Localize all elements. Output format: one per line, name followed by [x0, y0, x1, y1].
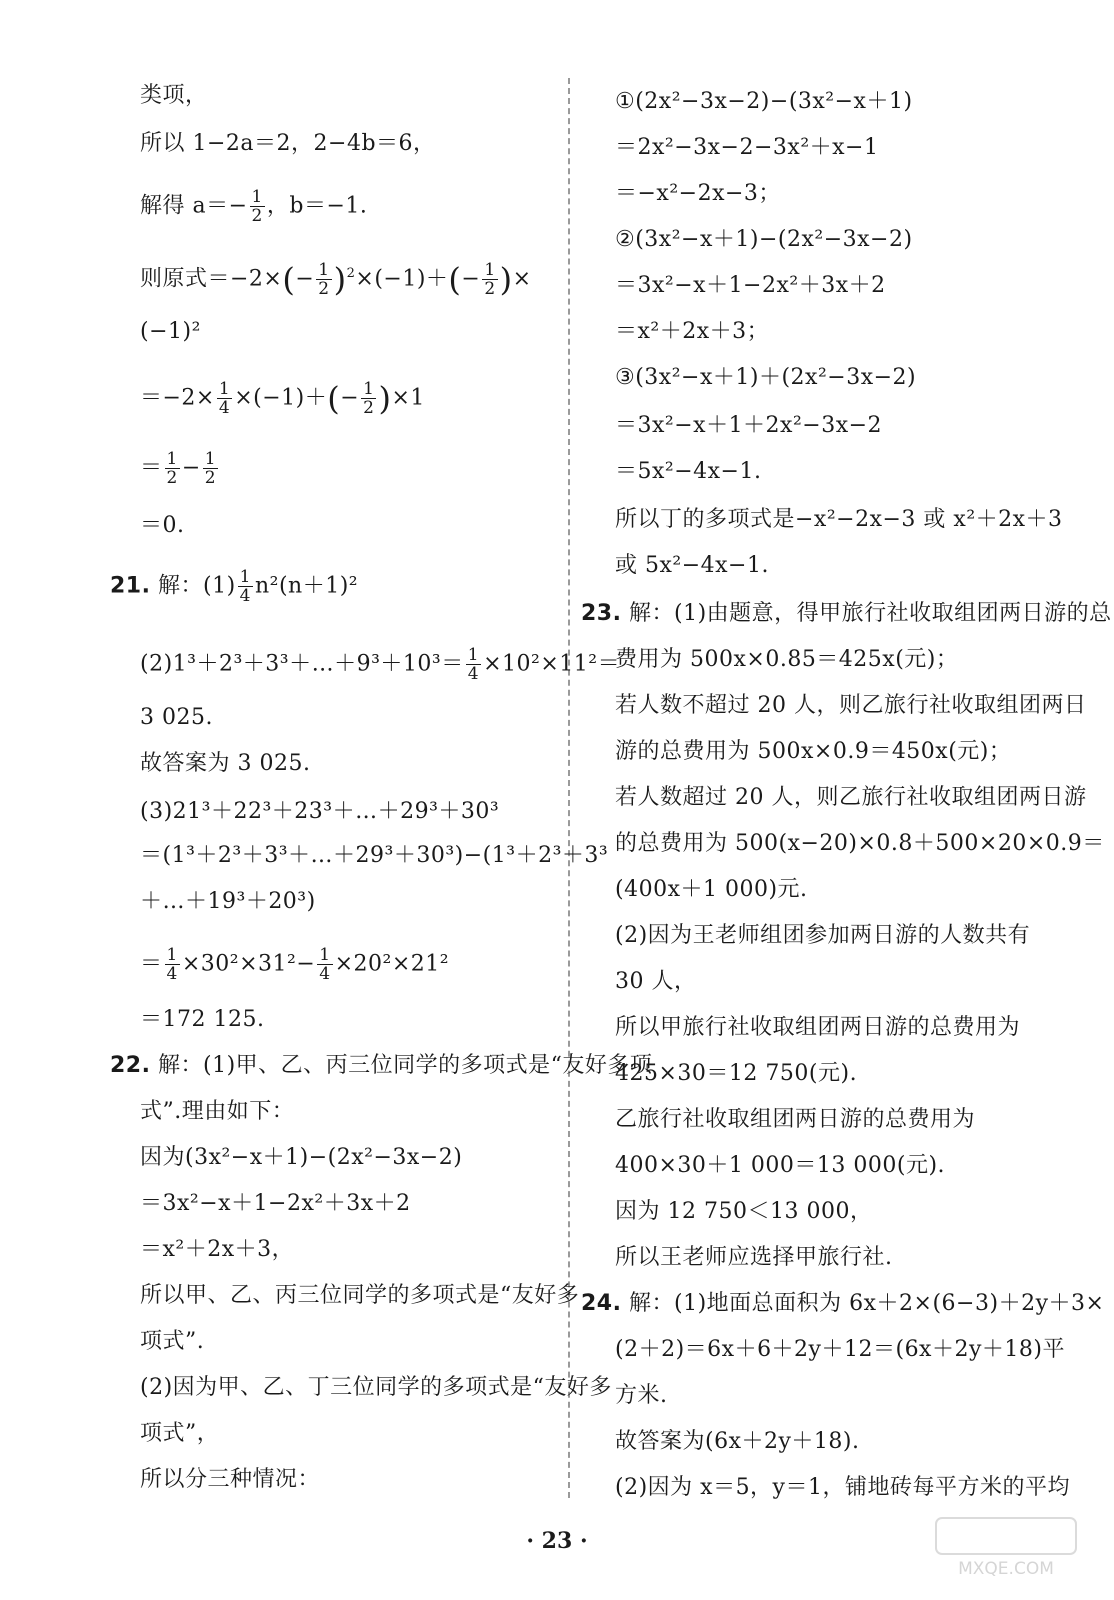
question-21-line: 21. 解：(1) $\frac{1}{4}$ n²(n＋1)² [110, 567, 359, 606]
fraction: $\frac{1}{4}$ [218, 379, 231, 418]
text-line: 所以王老师应选择甲旅行社. [615, 1245, 893, 1270]
text-line: 30 人， [615, 969, 697, 994]
text-line: ＝5x²−4x−1. [615, 459, 762, 484]
text-line: ＝3x²−x＋1＋2x²−3x−2 [615, 413, 883, 438]
text-line: ＝x²＋2x＋3； [615, 319, 770, 344]
text-line: 式”.理由如下： [140, 1099, 295, 1124]
question-22-line: 22. 解：(1)甲、乙、丙三位同学的多项式是“友好多项 [110, 1053, 653, 1078]
text-line: 费用为 500x×0.85＝425x(元)； [615, 647, 959, 672]
question-23-line: 23. 解：(1)由题意，得甲旅行社收取组团两日游的总 [581, 601, 1112, 626]
text-line: 游的总费用为 500x×0.9＝450x(元)； [615, 739, 1012, 764]
text-line: ＝(1³＋2³＋3³＋…＋29³＋30³)−(1³＋2³＋3³ [140, 843, 609, 868]
fraction: $\frac{1}{4}$ [166, 945, 178, 984]
text-line: 项式”. [140, 1329, 205, 1354]
equation-line: 解得 a＝− $\frac{1}{2}$ ，b＝−1. [140, 187, 368, 226]
text-line: ②(3x²−x＋1)−(2x²−3x−2) [615, 227, 913, 252]
text-line: ＝3x²−x＋1−2x²＋3x＋2 [140, 1191, 411, 1216]
fraction: $\frac{1}{2}$ [251, 187, 263, 226]
fraction: $\frac{1}{2}$ [204, 449, 217, 488]
fraction: $\frac{1}{2}$ [166, 449, 178, 488]
text-line: 的总费用为 500(x−20)×0.8＋500×20×0.9＝ [615, 831, 1105, 856]
equation-line: (2)1³＋2³＋3³＋…＋9³＋10³＝ $\frac{1}{4}$ ×10²×11²＝ [140, 645, 621, 684]
text-line: (−1)² [140, 319, 201, 344]
text-line: (3)21³＋22³＋23³＋…＋29³＋30³ [140, 799, 500, 824]
fraction: $\frac{1}{4}$ [239, 567, 251, 606]
text-line: 400×30＋1 000＝13 000(元). [615, 1153, 946, 1178]
text-line: ＝0. [140, 513, 185, 538]
text-line: (2)因为 x＝5，y＝1，铺地砖每平方米的平均 [615, 1475, 1070, 1500]
fraction: $\frac{1}{2}$ [363, 379, 375, 418]
fraction: $\frac{1}{2}$ [484, 259, 496, 299]
equation-line: 则原式＝−2×(− $\frac{1}{2}$ )$^2$×(−1)＋(− $\frac{1}{2}$ )× [140, 259, 532, 299]
text-line: ＝x²＋2x＋3， [140, 1237, 295, 1262]
watermark-text: MXQE.COM [958, 1559, 1054, 1579]
text-line: ＋…＋19³＋20³) [140, 889, 316, 914]
text-line: 或 5x²−4x−1. [615, 553, 769, 578]
text-line: ＝3x²−x＋1−2x²＋3x＋2 [615, 273, 886, 298]
question-24-line: 24. 解：(1)地面总面积为 6x＋2×(6−3)＋2y＋3× [581, 1291, 1105, 1316]
text-line: (400x＋1 000)元. [615, 877, 808, 902]
text-line: ③(3x²−x＋1)＋(2x²−3x−2) [615, 365, 917, 390]
text-line: 因为 12 750＜13 000， [615, 1199, 873, 1224]
equation-line: ＝−2× $\frac{1}{4}$ ×(−1)＋(− $\frac{1}{2}$ )×1 [140, 379, 425, 418]
text-line: ＝−x²−2x−3； [615, 181, 781, 206]
text-line: 所以分三种情况： [140, 1467, 321, 1492]
text-line: 故答案为(6x＋2y＋18). [615, 1429, 860, 1454]
text-line: 所以丁的多项式是−x²−2x−3 或 x²＋2x＋3 [615, 507, 1063, 532]
fraction: $\frac{1}{2}$ [318, 259, 330, 299]
fraction: $\frac{1}{4}$ [467, 645, 480, 684]
question-number: 22. [110, 1053, 151, 1078]
page-number: · 23 · [526, 1528, 588, 1554]
text-line: 425×30＝12 750(元). [615, 1061, 858, 1086]
text-line: 所以 1−2a＝2，2−4b＝6， [140, 131, 436, 156]
text-line: (2)因为王老师组团参加两日游的人数共有 [615, 923, 1031, 948]
text-line: (2)因为甲、乙、丁三位同学的多项式是“友好多 [140, 1375, 612, 1400]
text-line: ＝2x²−3x−2−3x²＋x−1 [615, 135, 879, 160]
question-number: 24. [581, 1291, 622, 1316]
text-line: 方米. [615, 1383, 668, 1408]
text-line: 若人数不超过 20 人，则乙旅行社收取组团两日 [615, 693, 1087, 718]
text-line: 3 025. [140, 705, 213, 730]
text-line: 所以甲旅行社收取组团两日游的总费用为 [615, 1015, 1021, 1040]
text-line: ①(2x²−3x−2)−(3x²−x＋1) [615, 89, 913, 114]
text-line: 项式”， [140, 1421, 220, 1446]
text-line: 若人数超过 20 人，则乙旅行社收取组团两日游 [615, 785, 1087, 810]
watermark-logo [934, 1512, 1084, 1582]
text-line: 因为(3x²−x＋1)−(2x²−3x−2) [140, 1145, 463, 1170]
text-line: ＝172 125. [140, 1007, 265, 1032]
text-line: 乙旅行社收取组团两日游的总费用为 [615, 1107, 976, 1132]
text-line: 故答案为 3 025. [140, 751, 311, 776]
fraction: $\frac{1}{4}$ [319, 945, 331, 984]
text-line: 所以甲、乙、丙三位同学的多项式是“友好多 [140, 1283, 580, 1308]
equation-line: ＝ $\frac{1}{2}$ − $\frac{1}{2}$ [140, 449, 217, 488]
text-line: (2＋2)＝6x＋6＋2y＋12＝(6x＋2y＋18)平 [615, 1337, 1065, 1362]
question-number: 23. [581, 601, 622, 626]
equation-line: ＝ $\frac{1}{4}$ ×30²×31²− $\frac{1}{4}$ ×20²×21² [140, 945, 450, 984]
text-line: 类项， [140, 83, 208, 108]
question-number: 21. [110, 573, 151, 599]
